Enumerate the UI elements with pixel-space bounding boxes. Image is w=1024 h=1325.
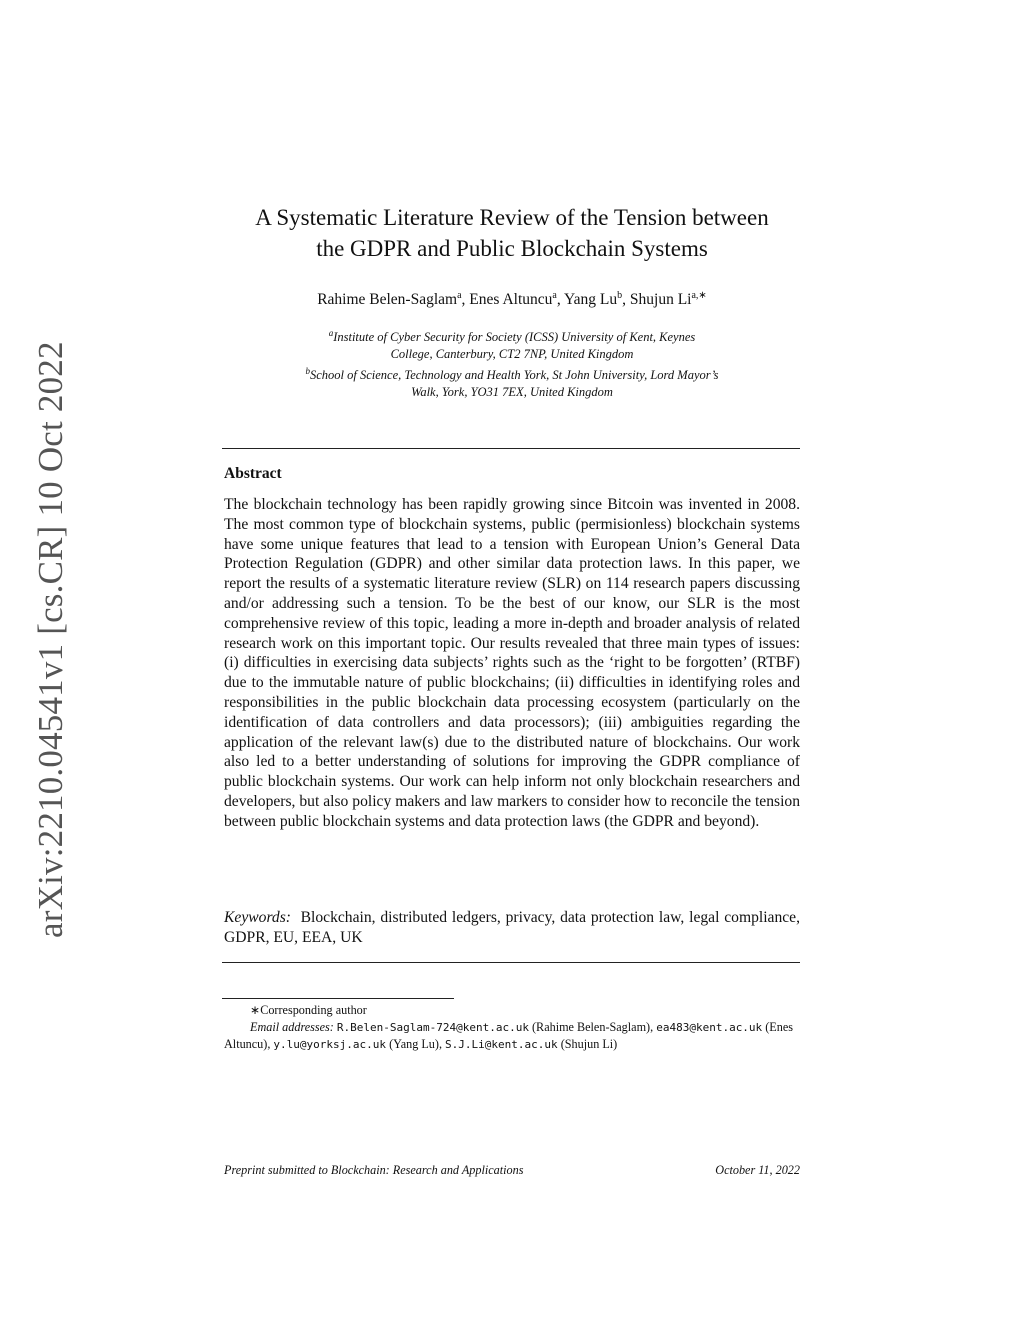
page-footer (224, 1163, 800, 1178)
affiliation-line: College, Canterbury, CT2 7NP, United Kingdom (390, 347, 634, 362)
email-owner: (Shujun Li) (560, 1037, 618, 1051)
email-owner: (Rahime Belen-Saglam), (532, 1019, 654, 1034)
abstract-top-rule (222, 448, 800, 449)
author-list: Rahime Belen-Saglam$^a$, Enes Altuncu$^a$, Yang Lu$^b$, Shujun $Li^{a,∗}$ (317, 290, 707, 309)
abstract-heading: Abstract (224, 465, 282, 482)
corresponding-author-note: ∗Corresponding author (250, 1003, 367, 1017)
abstract-body: The blockchain technology has been rapidly growing since Bitcoin was invented in 2008. The most common type of blockchain systems, public (permisionless) blockchain systems have some unique features that lead to a tension with European Union’s General Data Protection Regulation (GDPR) and other similar data protection laws. In this paper, we report the results of a systematic literature review (SLR) on 114 research papers discussing and/or addressing such a tension. To be the best of our know, our SLR is the most comprehensive review of this topic, leading a more in-depth and broader analysis of related research work on this important topic. Our results revealed that three main types of issues: (i) difficulties in exercising data subjects’ rights such as the ‘right to be forgotten’ (RTBF) due to the immutable nature of public blockchains; (ii) difficulties in identifying roles and responsibilities in the public blockchain data processing ecosystem (particularly on the identification of data controllers and data processors); (iii) ambiguities regarding the application of the relevant law(s) due to the distributed nature of blockchains. Our work also led to a better understanding of solutions for improving the GDPR compliance of public blockchain systems. Our work can help inform not only blockchain researchers and developers, but also policy makers and law markers to consider how to reconcile the tension between public blockchain systems and data protection laws (the GDPR and beyond). (224, 496, 800, 830)
footer-date: October 11, 2022 (715, 1163, 800, 1177)
affiliation-line: School of Science, Technology and Health York, St John University, Lord Mayor’s (309, 368, 719, 383)
keywords-label: Keywords: (224, 909, 291, 926)
author-name: Rahime Belen-Saglam (317, 291, 458, 309)
footnote (224, 1002, 800, 1054)
affiliation-line: Institute of Cyber Security for Society (ICSS) University of Kent, Keynes (333, 330, 696, 345)
affiliation-mark: b (305, 366, 310, 377)
title-line-1: A Systematic Literature Review of the Tension between (255, 205, 769, 230)
title-line-2: the GDPR and Public Blockchain Systems (316, 236, 708, 261)
author-affiliation-mark: b (617, 290, 623, 301)
email-link[interactable]: R.Belen-Saglam-724@kent.ac.uk (336, 1020, 529, 1034)
affiliation-b (240, 363, 784, 384)
keywords (224, 908, 800, 948)
affiliation-a (240, 325, 784, 346)
email-label: Email addresses: (250, 1019, 334, 1034)
email-link[interactable]: y.lu@yorksj.ac.uk (273, 1038, 387, 1051)
author-name: Shujun Li (629, 291, 692, 309)
author-affiliation-mark: a (552, 290, 557, 301)
author-affiliation-mark: a,∗ (691, 290, 707, 301)
affiliation-mark: a (328, 328, 334, 338)
email-link[interactable]: ea483@kent.ac.uk (656, 1020, 763, 1034)
email-link[interactable]: S.J.Li@kent.ac.uk (445, 1038, 558, 1051)
affiliations (240, 325, 784, 401)
abstract-bottom-rule (222, 962, 800, 963)
author-name: Enes Altuncu (469, 291, 553, 309)
footnote-rule (222, 998, 454, 999)
author-name: Yang Lu (564, 291, 618, 309)
email-owner: (Enes Altuncu), (224, 1019, 793, 1051)
preprint-note: Preprint submitted to Blockchain: Research and Applications (224, 1163, 524, 1177)
author-affiliation-mark: a (457, 290, 462, 301)
email-owner: (Yang Lu), (389, 1037, 442, 1051)
email-addresses (224, 1019, 800, 1054)
paper-title (222, 202, 802, 264)
affiliation-line: Walk, York, YO31 7EX, United Kingdom (411, 385, 613, 400)
arxiv-identifier-stamp: arXiv:2210.04541v1 [cs.CR] 10 Oct 2022 (31, 341, 70, 938)
keywords-text: Blockchain, distributed ledgers, privacy, data protection law, legal compliance, GDPR, EU, EEA, UK (224, 909, 801, 946)
